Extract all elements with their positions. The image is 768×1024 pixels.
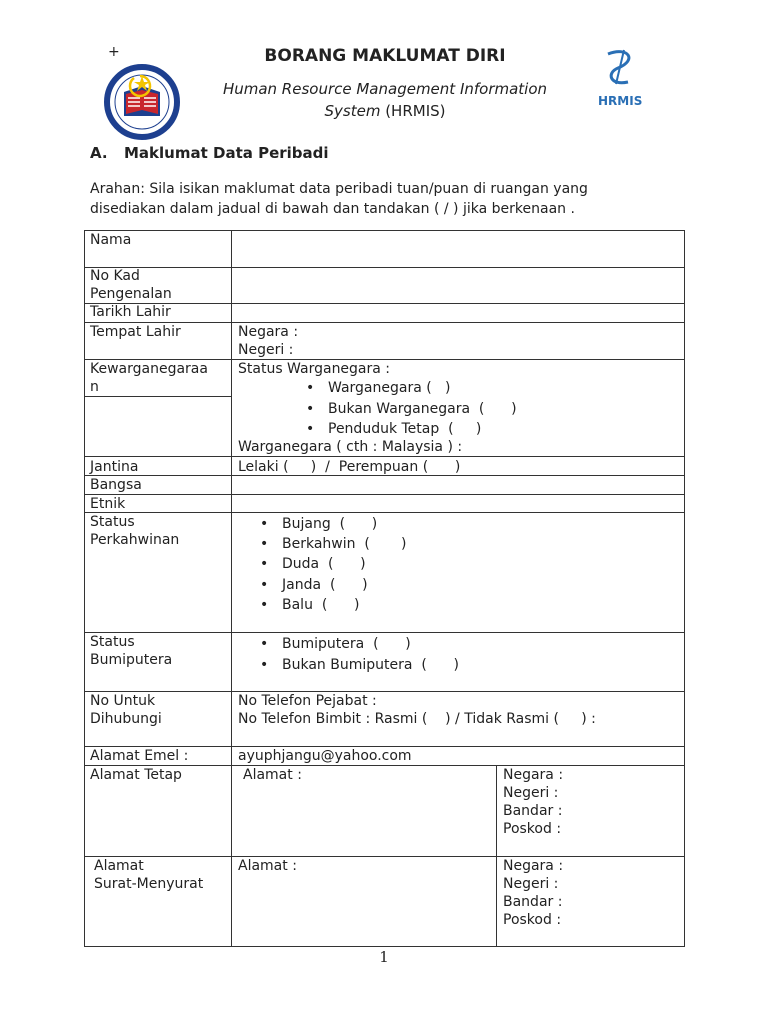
page-number: 1 — [379, 948, 389, 966]
instruction-line-2: disediakan dalam jadual di bawah dan tandakan ( / ) jika berkenaan . — [90, 201, 575, 217]
etnik-field[interactable] — [232, 495, 684, 512]
label-jantina: Jantina — [90, 459, 139, 475]
label-no-kad: No Kad — [90, 268, 140, 284]
label-surat-poskod: Poskod : — [503, 912, 562, 928]
hrmis-swirl-icon — [588, 46, 650, 90]
label-negeri: Negeri : — [238, 342, 294, 358]
label-alamat-surat: Alamat — [94, 858, 144, 874]
tarikh-lahir-field[interactable] — [232, 304, 684, 322]
label-tetap-negara: Negara : — [503, 767, 564, 783]
option-warganegara[interactable]: • Warganegara ( ) — [328, 379, 451, 397]
table-border — [684, 230, 685, 947]
label-nama: Nama — [90, 232, 132, 248]
instruction-line-1: Arahan: Sila isikan maklumat data peribadi tuan/puan di ruangan yang — [90, 181, 588, 197]
label-no-untuk: No Untuk — [90, 693, 156, 709]
label-bumiputera: Bumiputera — [90, 652, 173, 668]
hrmis-logo-text: HRMIS — [598, 94, 643, 108]
label-surat-menyurat: Surat-Menyurat — [94, 876, 204, 892]
label-tarikh-lahir: Tarikh Lahir — [90, 304, 171, 320]
label-perkahwinan: Perkahwinan — [90, 532, 180, 548]
option-bujang[interactable]: • Bujang ( ) — [282, 515, 377, 533]
nama-field[interactable] — [232, 231, 684, 267]
row-divider — [84, 396, 231, 397]
label-tetap-negeri: Negeri : — [503, 785, 559, 801]
instruction-text — [90, 179, 690, 219]
label-surat-bandar: Bandar : — [503, 894, 563, 910]
label-negara: Negara : — [238, 324, 299, 340]
row-divider — [84, 691, 685, 692]
label-bangsa: Bangsa — [90, 477, 142, 493]
ministry-logo — [104, 64, 180, 140]
label-tetap-bandar: Bandar : — [503, 803, 563, 819]
option-balu[interactable]: • Balu ( ) — [282, 596, 359, 614]
section-heading — [90, 144, 329, 162]
jantina-options[interactable]: Lelaki ( ) / Perempuan ( ) — [238, 459, 461, 475]
row-divider — [84, 856, 685, 857]
option-duda[interactable]: • Duda ( ) — [282, 555, 366, 573]
label-alamat-tetap-field[interactable]: Alamat : — [243, 767, 302, 783]
personal-info-table — [84, 230, 685, 947]
row-divider — [84, 456, 685, 457]
row-divider — [84, 632, 685, 633]
label-dihubungi: Dihubungi — [90, 711, 162, 727]
no-kad-field[interactable] — [232, 268, 684, 303]
label-tel-bimbit[interactable]: No Telefon Bimbit : Rasmi ( ) / Tidak Rasmi ( ) : — [238, 711, 596, 727]
label-etnik: Etnik — [90, 496, 126, 512]
option-bukan-warganegara[interactable]: • Bukan Warganegara ( ) — [328, 400, 517, 418]
plus-mark: + — [108, 44, 120, 60]
label-alamat-emel: Alamat Emel : — [90, 748, 189, 764]
label-status-bumiputera: Status — [90, 634, 135, 650]
label-tempat-lahir: Tempat Lahir — [90, 324, 181, 340]
section-title: Maklumat Data Peribadi — [124, 144, 329, 162]
option-penduduk-tetap[interactable]: • Penduduk Tetap ( ) — [328, 420, 481, 438]
label-kewarganegaraan: Kewarganegaraa — [90, 361, 208, 377]
hrmis-logo — [588, 46, 650, 116]
option-janda[interactable]: • Janda ( ) — [282, 576, 368, 594]
label-kewarganegaraan-wrap: n — [90, 379, 99, 395]
table-border — [84, 946, 685, 947]
label-tel-pejabat[interactable]: No Telefon Pejabat : — [238, 693, 377, 709]
table-border — [84, 230, 85, 947]
subtitle-line-2 — [200, 100, 570, 122]
column-divider — [231, 230, 232, 947]
label-status-warganegara: Status Warganegara : — [238, 361, 391, 377]
section-number: A. — [90, 144, 108, 162]
page-subtitle — [200, 78, 570, 122]
label-status-perkahwinan: Status — [90, 514, 135, 530]
option-berkahwin[interactable]: • Berkahwin ( ) — [282, 535, 406, 553]
label-warganegara-cth: Warganegara ( cth : Malaysia ) : — [238, 439, 463, 455]
bangsa-field[interactable] — [232, 476, 684, 494]
label-surat-negeri: Negeri : — [503, 876, 559, 892]
option-bukan-bumiputera[interactable]: • Bukan Bumiputera ( ) — [282, 656, 459, 674]
row-divider — [84, 512, 685, 513]
subtitle-hrmis: (HRMIS) — [380, 102, 446, 120]
label-alamat-surat-field[interactable]: Alamat : — [238, 858, 297, 874]
subtitle-system: System — [324, 102, 381, 120]
label-alamat-tetap: Alamat Tetap — [90, 767, 182, 783]
emel-value[interactable]: ayuphjangu@yahoo.com — [238, 748, 412, 764]
page-title: BORANG MAKLUMAT DIRI — [264, 46, 506, 66]
label-tetap-poskod: Poskod : — [503, 821, 562, 837]
option-bumiputera[interactable]: • Bumiputera ( ) — [282, 635, 411, 653]
label-pengenalan: Pengenalan — [90, 286, 172, 302]
label-surat-negara: Negara : — [503, 858, 564, 874]
subtitle-line-1: Human Resource Management Information — [222, 80, 548, 98]
